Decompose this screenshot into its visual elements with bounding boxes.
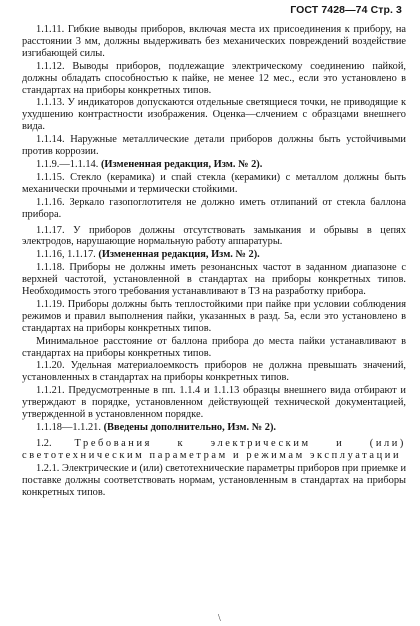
- scan-artifact-mark: \: [218, 613, 221, 624]
- paragraph-1.1.13: 1.1.13. У индикаторов допускаются отдельные светящиеся точки, не приводящие к ухудшению контрастности изображения. Оценка—слчением с образцами внешнего вида.: [22, 97, 406, 133]
- amendment-note: 1.1.18—1.1.21. (Введены дополнительно, Изм. № 2).: [36, 422, 276, 433]
- paragraph-1.2.1: 1.2.1. Электрические и (или) светотехнические параметры приборов при приемке и поставке должны соответствовать нормам, установленным в стандартах на приборы конкретных типов.: [22, 462, 407, 498]
- paragraph-1.1.14: 1.1.14. Наружные металлические детали приборов должны быть устойчивыми против коррозии.: [22, 134, 406, 158]
- document-body: [22, 24, 406, 499]
- paragraph-1.1.16: 1.1.16. Зеркало газопоглотителя не должно иметь отлипаний от стекла баллона прибора.: [22, 196, 406, 220]
- paragraph-1.1.19: 1.1.19. Приборы должны быть теплостойкими при пайке при условии соблюдения режимов и правил выполнения пайки, указанных в разд. 5а, если это установлено в стандартах на приборы конкретных типов.: [22, 298, 406, 334]
- amendment-note: 1.1.16, 1.1.17. (Измененная редакция, Изм. № 2).: [36, 249, 260, 261]
- paragraph-1.1.15: 1.1.15. Стекло (керамика) и спай стекла (керамики) с металлом должны быть механически прочными и термически стойкими.: [22, 171, 406, 195]
- paragraph-min-distance: Минимальное расстояние от баллона прибора до места пайки устанавливают в стандартах на приборы конкретных типов.: [22, 335, 406, 359]
- section-heading-1.2: 1.2. Требования к электрическим и (или) светотехническим параметрам и режимам эксплуатации: [22, 437, 406, 461]
- page-header: ГОСТ 7428—74 Стр. 3: [290, 4, 402, 16]
- paragraph-1.1.21: 1.1.21. Предусмотренные в пп. 1.1.4 и 1.1.13 образцы внешнего вида отбирают и утверждают в порядке, установленном действующей технической документацией, утвержденной в установленном порядке.: [22, 385, 406, 421]
- paragraph-1.1.11: 1.1.11. Гибкие выводы приборов, включая места их присоединения к прибору, на расстоянии 3 мм, должны выдерживать без механических повреждений воздействие изгибающей силы.: [22, 24, 406, 59]
- paragraph-1.1.12: 1.1.12. Выводы приборов, подлежащие электрическому соединению пайкой, должны обладать способностью к пайке, не менее 12 мес., если это установлено в стандартах на приборы конкретных типов.: [22, 60, 406, 96]
- paragraph-1.1.18: 1.1.18. Приборы не должны иметь резонансных частот в заданном диапазоне с верхней частотой, установленной в стандартах на приборы конкретных типов. Необходимость этого требования устанавливают в ТЗ на разработку прибора.: [22, 262, 406, 298]
- paragraph-1.1.17: 1.1.17. У приборов должны отсутствовать замыкания и обрывы в цепях электродов, нарушающие нормальную работу аппаратуры.: [22, 224, 406, 248]
- paragraph-1.1.20: 1.1.20. Удельная материалоемкость приборов не должна превышать значений, установленных в стандартах на приборы конкретных типов.: [22, 360, 406, 384]
- amendment-note: 1.1.9.—1.1.14. (Измененная редакция, Изм. № 2).: [36, 158, 263, 170]
